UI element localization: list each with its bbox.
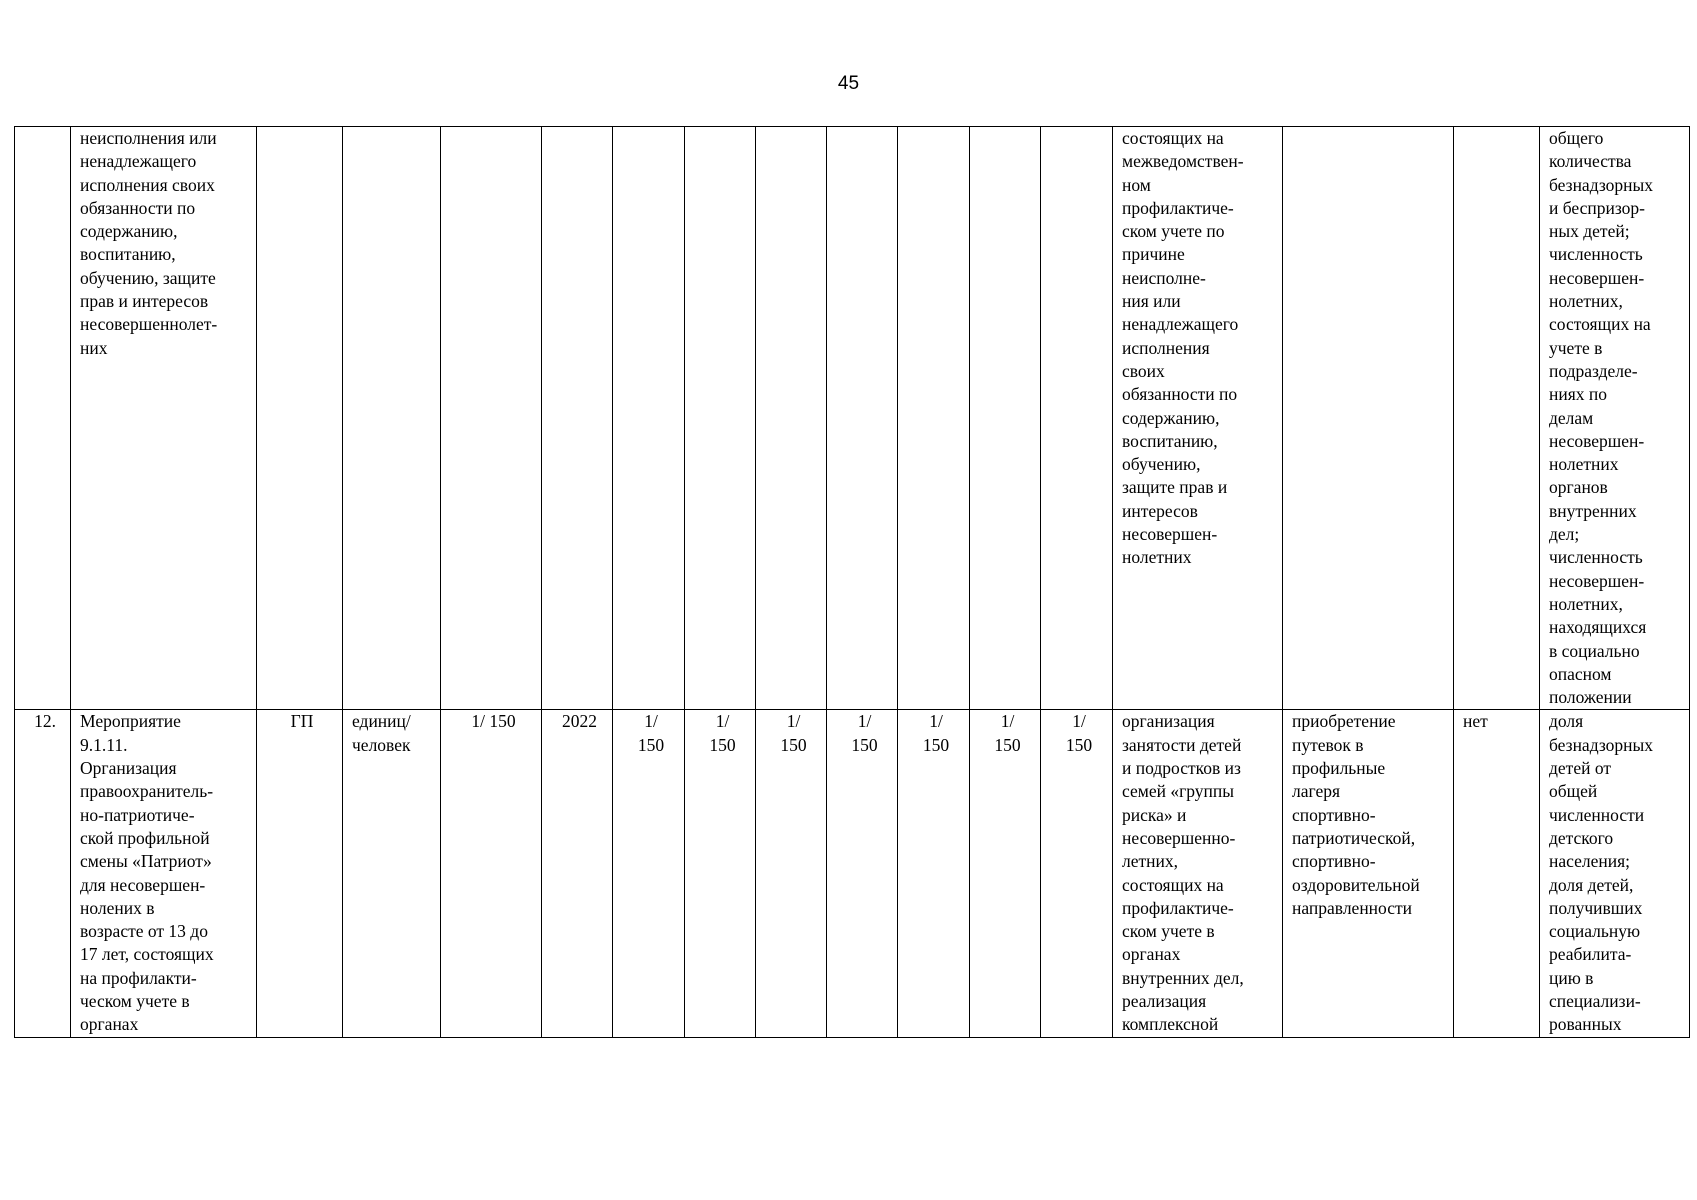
cell-event-name: Мероприятие 9.1.11. Организация правоохранитель- но-патриотиче- ской профильной смены «Патриот» для несовершен- нолених в возрасте от 13 до 17 лет, состоящих на профилакти- ческом учете в органах [71, 710, 257, 1037]
cell-year-value [970, 127, 1041, 710]
cell-year-value: 1/ 150 [613, 710, 685, 1037]
cell-directions [1283, 127, 1454, 710]
cell-year-value: 1/ 150 [827, 710, 898, 1037]
cell-base-value [441, 127, 542, 710]
cell-year-value [898, 127, 970, 710]
cell-executor: ГП [257, 710, 343, 1037]
cell-year-value: 1/ 150 [756, 710, 827, 1037]
cell-event-name: неисполнения или ненадлежащего исполнения своих обязанности по содержанию, воспитанию, обучению, защите прав и интересов несовершеннолет- них [71, 127, 257, 710]
cell-year-value: 1/ 150 [1041, 710, 1113, 1037]
table-row [15, 710, 1690, 1037]
cell-base-year [542, 127, 613, 710]
cell-year-value [685, 127, 756, 710]
page-number: 45 [837, 73, 860, 94]
cell-number [15, 127, 71, 710]
cell-unit: единиц/ человек [343, 710, 441, 1037]
cell-base-value: 1/ 150 [441, 710, 542, 1037]
cell-year-value [756, 127, 827, 710]
cell-directions: приобретение путевок в профильные лагеря спортивно- патриотической, спортивно- оздоровительной направленности [1283, 710, 1454, 1037]
cell-unit [343, 127, 441, 710]
cell-year-value [613, 127, 685, 710]
cell-consequences: нет [1454, 710, 1540, 1037]
cell-number: 12. [15, 710, 71, 1037]
cell-year-value: 1/ 150 [898, 710, 970, 1037]
program-table [14, 126, 1690, 1038]
table-row [15, 127, 1690, 710]
cell-year-value [1041, 127, 1113, 710]
cell-indicators: доля безнадзорных детей от общей численности детского населения; доля детей, получивших социальную реабилита- цию в специализи- рованных [1540, 710, 1690, 1037]
cell-base-year: 2022 [542, 710, 613, 1037]
cell-year-value: 1/ 150 [970, 710, 1041, 1037]
cell-executor [257, 127, 343, 710]
cell-consequences [1454, 127, 1540, 710]
cell-year-value [827, 127, 898, 710]
cell-indicators: общего количества безнадзорных и беспризор- ных детей; численность несовершен- нолетних, состоящих на учете в подразделе- ниях по делам несовершен- нолетних органов внутренних дел; численность несовершен- нолетних, находящихся в социально опасном положении [1540, 127, 1690, 710]
cell-expected-result: состоящих на межведомствен- ном профилактиче- ском учете по причине неисполне- ния или ненадлежащего исполнения своих обязанности по содержанию, воспитанию, обучению, защите прав и интересов несовершен- нолетних [1113, 127, 1283, 710]
cell-expected-result: организация занятости детей и подростков из семей «группы риска» и несовершенно- летних, состоящих на профилактиче- ском учете в органах внутренних дел, реализация комплексной [1113, 710, 1283, 1037]
cell-year-value: 1/ 150 [685, 710, 756, 1037]
